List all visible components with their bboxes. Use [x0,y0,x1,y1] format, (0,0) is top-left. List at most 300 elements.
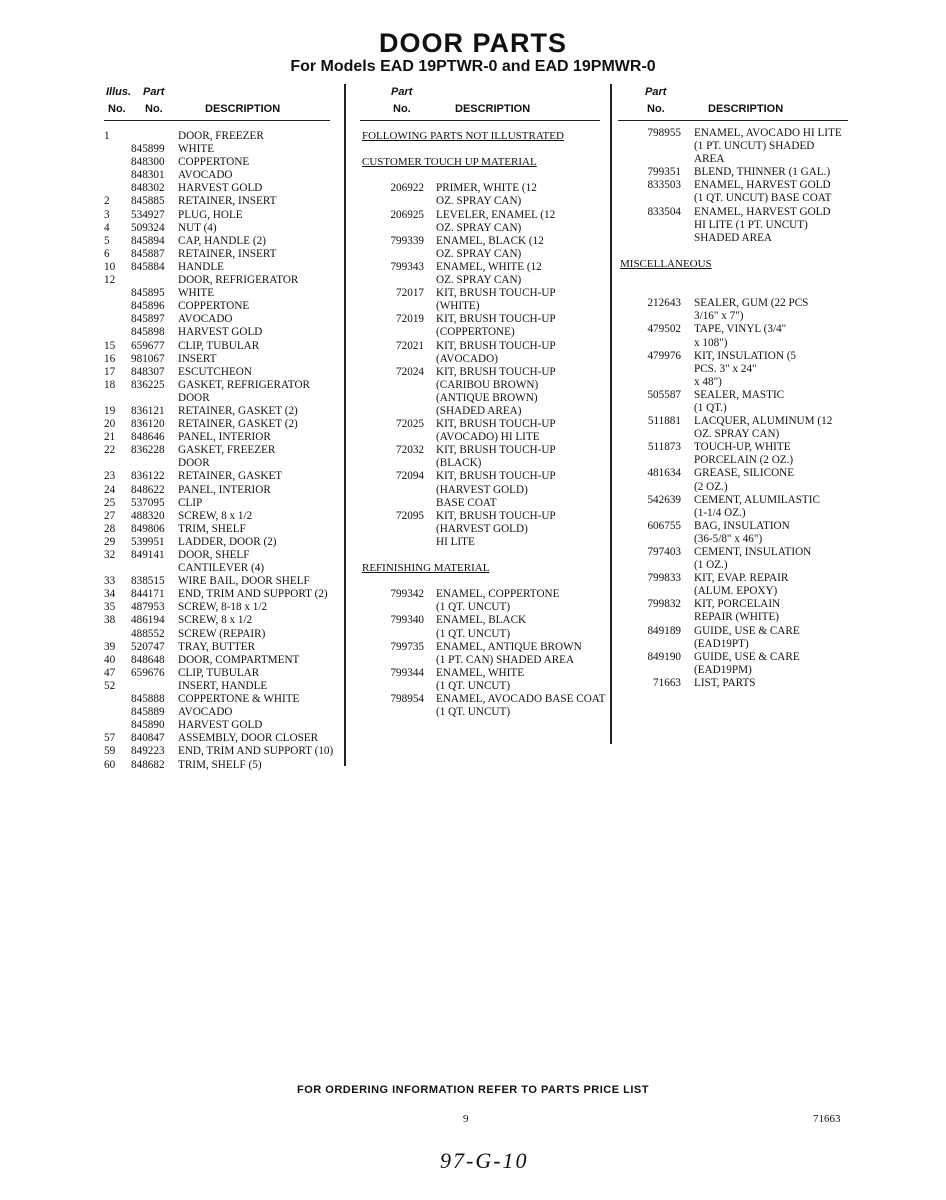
illus-number: 47 [104,666,116,679]
table-row [104,235,340,248]
part-number: 848300 [131,156,165,169]
table-row [618,664,858,677]
part-description: GREASE, SILICONE [694,467,795,480]
part-description: (EAD19PM) [694,663,752,676]
table-row [360,484,606,497]
part-number: 849806 [131,522,165,535]
part-description: PLUG, HOLE [178,208,243,221]
part-description: BASE COAT [436,496,497,509]
col2-header-description: DESCRIPTION [455,103,531,115]
part-description: ENAMEL, WHITE (12 [436,260,542,273]
table-row [360,248,606,261]
table-row [360,287,606,300]
table-row [104,156,340,169]
part-description: COPPERTONE [178,156,250,169]
illus-number: 2 [104,195,110,208]
table-row [618,140,858,153]
part-description: (HARVEST GOLD) [436,522,528,535]
part-description: SHADED AREA [694,231,773,244]
table-row [360,222,606,235]
table-row [360,601,606,614]
table-row [618,546,858,559]
col2-parts-list [360,130,606,719]
table-row [104,588,340,601]
table-row [618,206,858,219]
part-description: REPAIR (WHITE) [694,611,780,624]
table-row [104,510,340,523]
illus-number: 52 [104,679,116,692]
part-description: LEVELER, ENAMEL (12 [436,208,556,221]
part-number: 799351 [647,166,681,179]
table-row [360,523,606,536]
section-heading-text: REFINISHING MATERIAL [362,562,490,575]
part-number: 71663 [653,676,681,689]
spacer-row [360,549,606,562]
part-number: 849190 [647,650,681,663]
table-row [618,415,858,428]
illus-number: 10 [104,260,116,273]
part-description: (36-5/8" x 46") [694,532,763,545]
part-description: KIT, PORCELAIN [694,598,781,611]
part-description: DOOR, FREEZER [178,130,264,142]
part-number: 539951 [131,535,165,548]
part-description: ESCUTCHEON [178,365,252,378]
spacer-row [360,143,606,156]
part-description: OZ. SPRAY CAN) [436,274,522,287]
part-description: LIST, PARTS [694,676,756,689]
illus-number: 17 [104,365,116,378]
part-number: 836120 [131,418,165,431]
part-number: 206925 [390,208,424,221]
part-number: 206922 [390,182,424,195]
illus-number: 28 [104,522,116,535]
part-number: 845897 [131,313,165,326]
illus-number: 60 [104,758,116,771]
part-description: HARVEST GOLD [178,326,263,339]
table-row [104,379,340,392]
table-row [104,759,340,772]
illus-number: 32 [104,549,116,561]
part-description: WHITE [178,287,215,300]
col1-header-description: DESCRIPTION [205,103,281,115]
part-description: TAPE, VINYL (3/4" [694,323,787,336]
part-description: CEMENT, INSULATION [694,546,812,558]
table-row [360,510,606,523]
part-description: PCS. 3" x 24" [694,362,757,375]
part-description: (1 QT. UNCUT) [436,679,511,692]
col1-header-rule [104,120,330,121]
part-description: (1 QT. UNCUT) [436,706,511,719]
part-description: AVOCADO [178,706,233,719]
part-number: 487953 [131,601,165,614]
table-row [104,614,340,627]
part-number: 537095 [131,496,165,509]
part-number: 799340 [390,614,424,627]
table-row [104,353,340,366]
spacer-row [360,169,606,182]
illus-number: 25 [104,496,116,509]
section-heading [618,258,858,271]
part-description: KIT, BRUSH TOUCH-UP [436,339,556,352]
table-row [104,431,340,444]
part-description: (ALUM. EPOXY) [694,585,778,598]
part-number: 844171 [131,588,165,601]
table-row [618,166,858,179]
table-row [360,313,606,326]
handwritten-note: 97-G-10 [440,1148,529,1173]
table-row [618,507,858,520]
part-description: HARVEST GOLD [178,182,263,195]
part-description: ENAMEL, AVOCADO HI LITE [694,127,842,139]
part-description: (AVOCADO) HI LITE [436,431,540,444]
part-number: 848682 [131,758,165,771]
table-row [360,693,606,706]
part-number: 833504 [647,205,681,218]
part-number: 486194 [131,614,165,627]
part-number: 72094 [396,470,424,483]
part-description: SCREW, 8 x 1/2 [178,614,253,627]
illus-number: 23 [104,470,116,483]
col1-header-no1: No. [108,103,126,115]
table-row [360,667,606,680]
col3-parts-list [618,127,858,690]
part-description: x 48") [694,375,722,388]
part-number: 849223 [131,745,165,758]
part-number: 534927 [131,208,165,221]
part-description: GUIDE, USE & CARE [694,650,800,663]
illus-number: 38 [104,614,116,627]
part-description: PRIMER, WHITE (12 [436,182,537,195]
table-row [104,130,340,143]
table-row [104,562,340,575]
illus-number: 34 [104,588,116,601]
part-description: ENAMEL, ANTIQUE BROWN [436,640,582,653]
table-row [104,248,340,261]
table-row [618,611,858,624]
part-description: OZ. SPRAY CAN) [694,428,780,441]
table-row [360,195,606,208]
table-row [104,470,340,483]
part-description: DOOR [178,457,210,470]
part-description: ENAMEL, HARVEST GOLD [694,179,831,192]
table-row [360,706,606,719]
part-description: CEMENT, ALUMILASTIC [694,493,820,506]
table-row [104,732,340,745]
section-heading-text: FOLLOWING PARTS NOT ILLUSTRATED [362,130,564,142]
part-description: (1-1/4 OZ.) [694,506,746,519]
illus-number: 6 [104,247,110,260]
part-number: 799344 [390,666,424,679]
part-number: 836225 [131,378,165,391]
part-number: 833503 [647,179,681,192]
table-row [360,654,606,667]
part-description: INSERT, HANDLE [178,679,268,692]
part-number: 836122 [131,470,165,483]
table-row [618,481,858,494]
part-number: 836228 [131,444,165,457]
table-row [360,261,606,274]
part-number: 848622 [131,483,165,496]
part-number: 488552 [131,627,165,640]
table-row [360,470,606,483]
illus-number: 3 [104,208,110,221]
table-row [104,575,340,588]
table-row [104,274,340,287]
part-description: (SHADED AREA) [436,404,522,417]
part-description: LADDER, DOOR (2) [178,535,277,548]
part-number: 845888 [131,693,165,706]
part-number: 797403 [647,546,681,558]
part-description: (COPPERTONE) [436,326,515,339]
table-row [618,376,858,389]
part-description: GUIDE, USE & CARE [694,624,800,637]
part-number: 72019 [396,313,424,326]
illus-number: 4 [104,221,110,234]
illus-number: 29 [104,535,116,548]
col3-header-description: DESCRIPTION [708,103,784,115]
part-description: AREA [694,153,725,166]
table-row [618,598,858,611]
part-description: TOUCH-UP, WHITE [694,441,791,454]
part-description: PORCELAIN (2 OZ.) [694,454,794,467]
part-description: SCREW (REPAIR) [178,627,266,640]
part-number: 479976 [647,349,681,362]
part-description: CLIP, TUBULAR [178,339,260,352]
table-row [618,153,858,166]
part-description: CANTILEVER (4) [178,562,265,575]
table-row [360,431,606,444]
part-number: 659676 [131,666,165,679]
table-row [618,494,858,507]
table-row [618,219,858,232]
table-row [360,405,606,418]
section-heading [360,156,606,169]
part-description: GASKET, REFRIGERATOR [178,378,310,391]
part-description: OZ. SPRAY CAN) [436,221,522,234]
part-description: SEALER, GUM (22 PCS [694,297,809,310]
part-number: 212643 [647,297,681,310]
part-description: KIT, BRUSH TOUCH-UP [436,470,556,483]
part-description: CAP, HANDLE (2) [178,234,266,247]
part-number: 511873 [647,441,681,454]
part-number: 845898 [131,326,165,339]
part-description: (1 QT. UNCUT) [436,627,511,640]
part-number: 849189 [647,624,681,637]
part-number: 799735 [390,640,424,653]
part-description: KIT, BRUSH TOUCH-UP [436,287,556,300]
table-row [104,680,340,693]
part-description: TRAY, BUTTER [178,640,256,653]
table-row [104,143,340,156]
part-number: 799339 [390,234,424,247]
part-description: AVOCADO [178,169,233,182]
illus-number: 19 [104,404,116,417]
table-row [104,523,340,536]
table-row [104,628,340,641]
table-row [618,310,858,323]
table-row [104,405,340,418]
part-description: PANEL, INTERIOR [178,431,271,444]
part-description: END, TRIM AND SUPPORT (2) [178,588,328,601]
part-description: (AVOCADO) [436,352,498,365]
col1-header-part: Part [143,86,165,98]
page-title: DOOR PARTS [378,28,567,58]
part-description: END, TRIM AND SUPPORT (10) [178,745,334,758]
page-subtitle: For Models EAD 19PTWR-0 and EAD 19PMWR-0 [290,58,656,75]
table-row [360,274,606,287]
part-description: ENAMEL, HARVEST GOLD [694,205,831,218]
part-number: 848302 [131,182,165,195]
table-row [104,182,340,195]
part-number: 848307 [131,365,165,378]
table-row [360,392,606,405]
illus-number: 1 [104,130,110,142]
part-number: 72024 [396,365,424,378]
illus-number: 57 [104,732,116,745]
part-description: RETAINER, GASKET (2) [178,418,298,431]
part-description: OZ. SPRAY CAN) [436,247,522,260]
table-row [360,209,606,222]
part-number: 836121 [131,404,165,417]
illus-number: 20 [104,418,116,431]
part-description: WHITE [178,143,215,156]
illus-number: 40 [104,653,116,666]
table-row [104,549,340,562]
part-number: 72021 [396,339,424,352]
col3-header-part: Part [645,86,667,98]
column-divider-2 [610,84,612,744]
part-number: 848646 [131,431,165,444]
part-number: 838515 [131,575,165,588]
part-number: 72095 [396,509,424,522]
part-description: LACQUER, ALUMINUM (12 [694,415,833,428]
part-description: ENAMEL, AVOCADO BASE COAT [436,693,606,706]
illus-number: 5 [104,234,110,247]
spacer-row [618,284,858,297]
part-number: 845889 [131,706,165,719]
illus-number: 22 [104,444,116,457]
part-description: KIT, BRUSH TOUCH-UP [436,509,556,522]
spacer-row [618,245,858,258]
table-row [104,706,340,719]
table-row [618,428,858,441]
table-row [104,497,340,510]
part-number: 72025 [396,418,424,431]
table-row [360,641,606,654]
part-description: (CARIBOU BROWN) [436,378,539,391]
part-number: 799833 [647,572,681,585]
col1-header-illus: Illus. [106,86,132,98]
part-description: BLEND, THINNER (1 GAL.) [694,166,831,179]
part-description: (1 PT. UNCUT) SHADED [694,140,815,153]
table-row [618,323,858,336]
table-row [360,418,606,431]
table-row [360,379,606,392]
table-row [618,572,858,585]
table-row [104,300,340,313]
part-number: 505587 [647,388,681,401]
illus-number: 35 [104,601,116,614]
part-number: 849141 [131,549,165,561]
table-row [104,667,340,680]
table-row [360,497,606,510]
part-description: DOOR, COMPARTMENT [178,653,300,666]
part-description: SEALER, MASTIC [694,388,785,401]
part-description: DOOR, REFRIGERATOR [178,274,299,287]
illus-number: 59 [104,745,116,758]
part-description: SCREW, 8 x 1/2 [178,509,253,522]
table-row [104,261,340,274]
part-description: DOOR [178,391,210,404]
part-description: PANEL, INTERIOR [178,483,271,496]
part-number: 542639 [647,493,681,506]
section-heading [360,562,606,575]
table-row [360,536,606,549]
part-description: ENAMEL, COPPERTONE [436,588,560,601]
part-number: 845895 [131,287,165,300]
part-description: (1 QT. UNCUT) [436,601,511,614]
part-description: (ANTIQUE BROWN) [436,391,538,404]
part-description: ENAMEL, WHITE [436,666,525,679]
table-row [104,641,340,654]
table-row [360,300,606,313]
col3-header-no: No. [647,103,665,115]
table-row [618,638,858,651]
table-row [618,350,858,363]
part-number: 520747 [131,640,165,653]
part-number: 72032 [396,444,424,457]
part-number: 845899 [131,143,165,156]
part-description: (1 OZ.) [694,559,728,572]
part-description: COPPERTONE & WHITE [178,693,300,706]
part-description: RETAINER, GASKET (2) [178,404,298,417]
part-description: (1 QT. UNCUT) BASE COAT [694,192,832,205]
table-row [104,313,340,326]
part-description: KIT, BRUSH TOUCH-UP [436,365,556,378]
part-number: 488320 [131,509,165,522]
table-row [618,363,858,376]
part-description: HARVEST GOLD [178,719,263,732]
table-row [104,457,340,470]
table-row [104,195,340,208]
part-description: HI LITE (1 PT. UNCUT) [694,218,808,231]
table-row [104,693,340,706]
table-row [618,179,858,192]
part-number: 845894 [131,234,165,247]
table-row [618,441,858,454]
table-row [618,467,858,480]
spacer-row [618,271,858,284]
table-row [104,326,340,339]
table-row [618,677,858,690]
table-row [360,628,606,641]
table-row [104,287,340,300]
table-row [104,654,340,667]
part-description: CLIP, TUBULAR [178,666,260,679]
part-number: 848301 [131,169,165,182]
part-description: ENAMEL, BLACK (12 [436,234,544,247]
part-description: KIT, BRUSH TOUCH-UP [436,444,556,457]
document-code: 71663 [813,1113,841,1125]
table-row [104,484,340,497]
illus-number: 16 [104,352,116,365]
table-row [360,326,606,339]
part-number: 511881 [647,415,681,428]
table-row [360,588,606,601]
part-description: RETAINER, INSERT [178,195,277,208]
table-row [618,192,858,205]
col2-header-no: No. [393,103,411,115]
